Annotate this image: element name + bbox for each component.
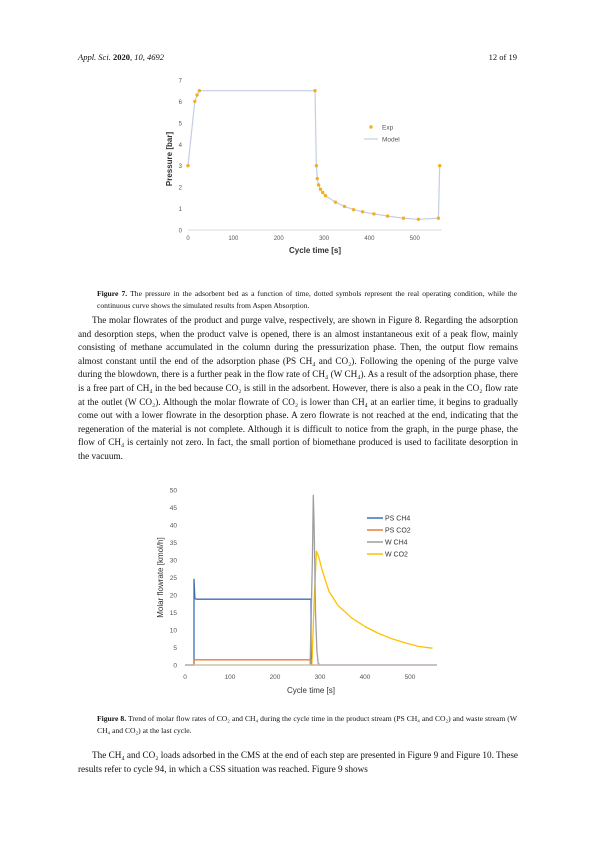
data-point-exp <box>321 191 324 194</box>
x-tick-label: 200 <box>273 236 284 242</box>
y-axis-label: Pressure [bar] <box>165 131 174 187</box>
y-tick-label: 6 <box>178 99 182 106</box>
x-tick-label: 400 <box>364 236 375 242</box>
figure-7-label: Figure 7. <box>97 289 128 298</box>
y-tick-label: 1 <box>178 207 182 214</box>
y-tick-label: 40 <box>169 522 177 530</box>
y-tick-label: 30 <box>169 557 177 565</box>
legend-label-ps-ch4: PS CH4 <box>385 515 411 523</box>
x-tick-label: 400 <box>359 674 371 681</box>
x-axis-label: Cycle time [s] <box>288 246 342 255</box>
data-point-exp <box>438 164 441 167</box>
data-point-exp <box>198 89 201 92</box>
x-tick-label: 0 <box>186 236 190 242</box>
y-tick-label: 5 <box>173 645 177 652</box>
journal-year: 2020 <box>112 52 130 62</box>
data-point-exp <box>186 164 189 167</box>
y-tick-label: 20 <box>169 592 177 600</box>
data-point-exp <box>315 164 318 167</box>
figure-8-label: Figure 8. <box>97 714 127 723</box>
legend-label-exp: Exp <box>382 124 394 132</box>
y-tick-label: 45 <box>169 505 177 512</box>
data-point-exp <box>361 210 364 213</box>
x-tick-label: 100 <box>224 674 236 681</box>
y-tick-label: 4 <box>178 142 182 149</box>
data-point-exp <box>437 217 440 220</box>
y-tick-label: 5 <box>178 121 182 128</box>
legend-label-w-co2: W CO2 <box>385 551 408 559</box>
legend-label-model: Model <box>382 136 400 144</box>
data-point-exp <box>417 218 420 221</box>
x-axis-label: Cycle time [s] <box>286 686 336 695</box>
y-tick-label: 3 <box>178 164 182 171</box>
series-line-ps-co2 <box>185 660 437 665</box>
body-paragraph-1: The molar flowrates of the product and purge valve, respectively, are shown in Figure 8. Regarding the adsorption and desorption steps, when the product valve is opened, there is an almost instantaneous exit of a peak flow, mainly consisting of methane accumulated in the column during the pressurization phase. Then, the output flow remains almost constant until the end of the adsorption phase (PS CH₄ and CO₂). Following the opening of the purge valve during the blowdown, there is a further peak in the flow rate of CH₄ (W CH₄). As a result of the adsorption phase, there is a free part of CH₄ in the bed because CO₂ is still in the adsorbent. However, there is also a peak in the CO₂ flow rate at the outlet (W CO₂). Although the molar flowrate of CO₂ is lower than CH₄ at an earlier time, it begins to gradually come out with a lower flowrate in the desorption phase. A zero flowrate is not reached at the end, indicating that the regeneration of the material is not complete. Although it is difficult to notice from the graph, in the purge phase, the flow of CH₄ is certainly not zero. In fact, the small portion of biomethane produced is used to facilitate desorption in the vacuum. <box>78 315 518 461</box>
data-point-exp <box>402 217 405 220</box>
y-tick-label: 15 <box>169 610 177 617</box>
x-tick-label: 300 <box>314 674 326 681</box>
data-point-exp <box>316 177 319 180</box>
data-point-exp <box>193 100 196 103</box>
data-point-exp <box>319 188 322 191</box>
data-point-exp <box>324 194 327 197</box>
x-tick-label: 100 <box>228 236 239 242</box>
data-point-exp <box>313 89 316 92</box>
series-line-ps-ch4 <box>185 579 437 665</box>
data-point-exp <box>195 93 198 96</box>
article-number: 4692 <box>146 52 164 62</box>
series-line-model <box>188 91 440 220</box>
series-line-w-co2 <box>185 551 433 665</box>
y-tick-label: 10 <box>169 627 177 635</box>
data-point-exp <box>372 212 375 215</box>
journal-volume: 10 <box>134 52 143 62</box>
figure-7-caption-text: The pressure in the adsorbent bed as a function of time, dotted symbols represent the real operating condition, while the continuous curve shows the simulated results from Aspen Absorption. <box>97 289 518 310</box>
y-tick-label: 0 <box>178 228 182 235</box>
y-axis-label: Molar flowrate [kmol/h] <box>156 537 165 618</box>
x-tick-label: 300 <box>319 236 330 242</box>
series-line-w-ch4 <box>185 495 437 665</box>
data-point-exp <box>352 208 355 211</box>
figure-8-caption <box>97 713 517 737</box>
y-tick-label: 35 <box>169 540 177 547</box>
data-point-exp <box>334 200 337 203</box>
data-point-exp <box>386 214 389 217</box>
y-tick-label: 50 <box>169 487 177 495</box>
x-tick-label: 500 <box>404 674 416 681</box>
data-point-exp <box>317 183 320 186</box>
x-tick-label: 200 <box>269 674 281 681</box>
y-tick-label: 25 <box>169 575 177 582</box>
data-point-exp <box>343 205 346 208</box>
legend-marker-exp <box>369 125 372 128</box>
legend-label-ps-co2: PS CO2 <box>385 527 411 535</box>
page-number: 12 of 19 <box>488 52 517 62</box>
y-tick-label: 7 <box>178 78 182 85</box>
running-header: Appl. Sci. 2020, 10, 4692 <box>78 52 164 62</box>
x-tick-label: 500 <box>409 236 420 242</box>
body-paragraph-2: The CH₄ and CO₂ loads adsorbed in the CMS at the end of each step are presented in Figure 9 and Figure 10. These results refer to cycle 94, in which a CSS situation was reached. Figure 9 shows <box>78 750 518 774</box>
y-tick-label: 0 <box>173 662 177 670</box>
y-tick-label: 2 <box>178 185 182 192</box>
figure-8-caption-text: Trend of molar flow rates of CO₂ and CH₄ during the cycle time in the product stream (PS CH₄ and CO₂) and waste stream (W CH₄ and CO₂) at the last cycle. <box>97 714 517 735</box>
legend-label-w-ch4: W CH4 <box>385 539 408 547</box>
figure-7-caption <box>97 288 517 312</box>
journal-name: Appl. Sci. <box>78 52 111 62</box>
x-tick-label: 0 <box>183 674 187 681</box>
